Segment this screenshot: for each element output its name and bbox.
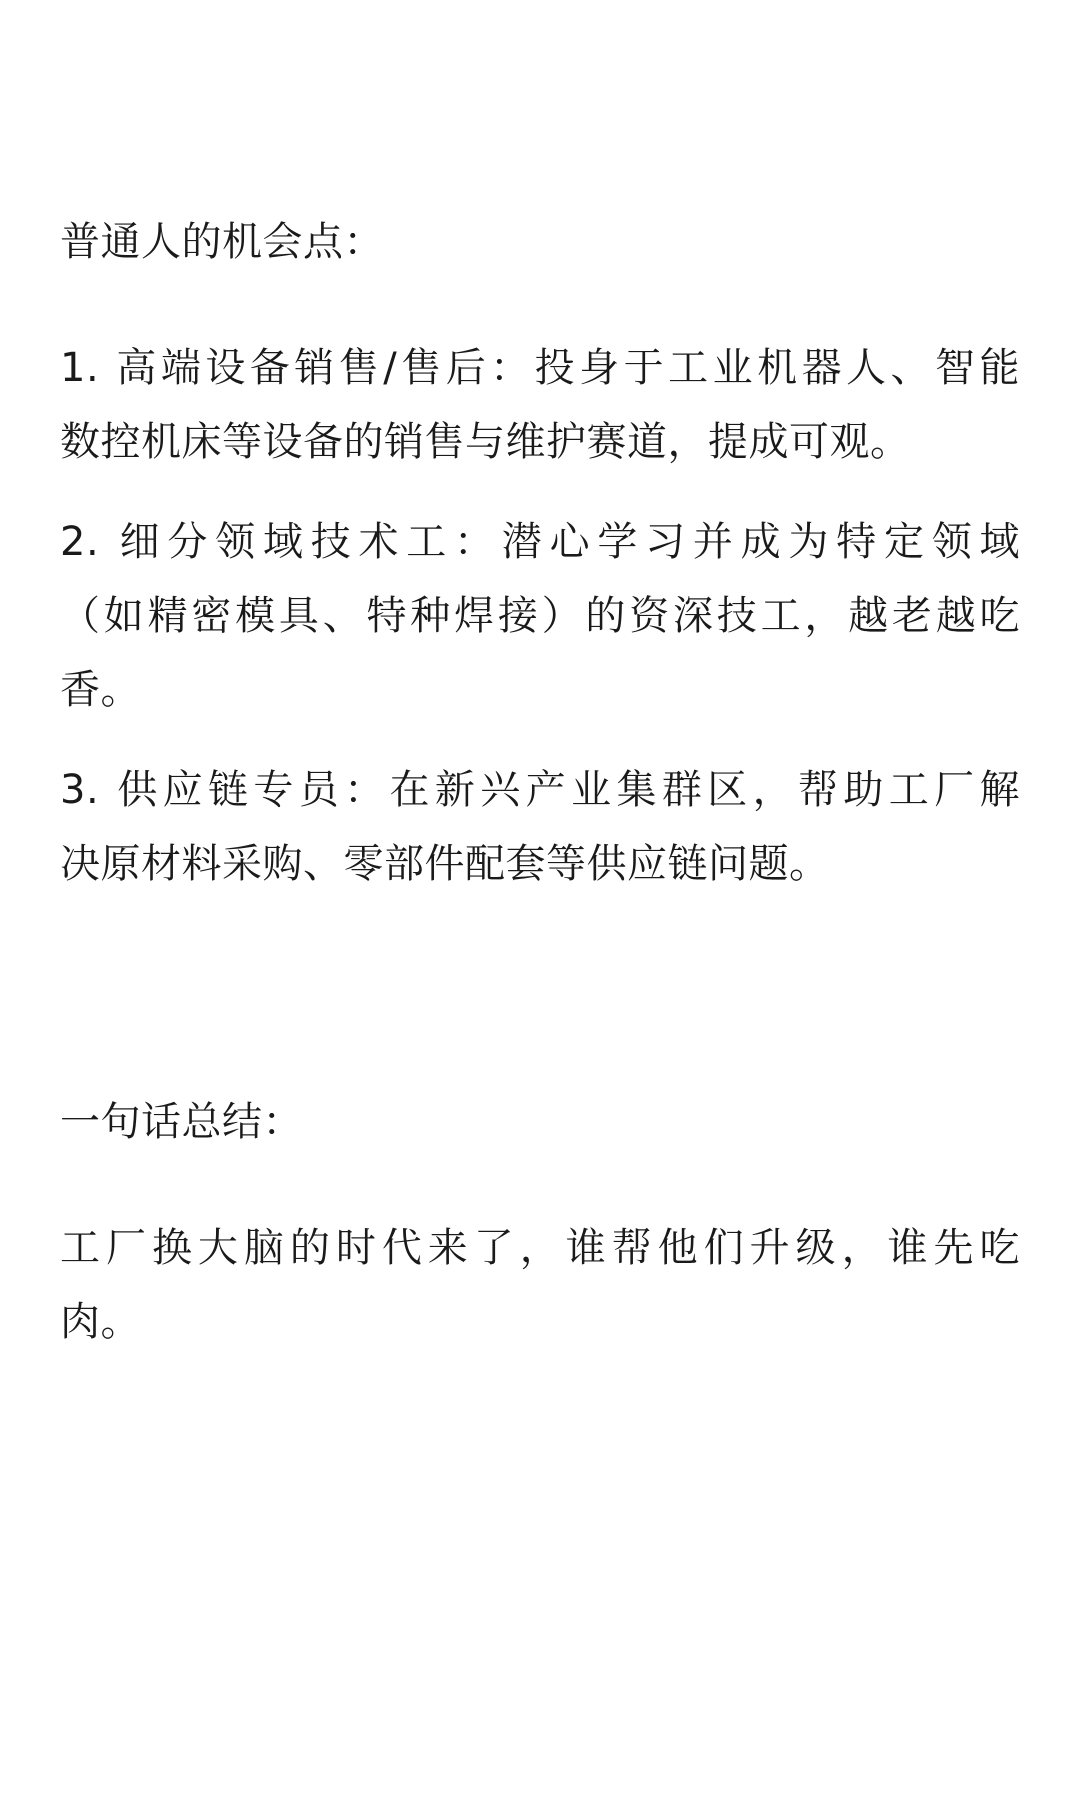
- item-2-line-1: 2. 细分领域技术工：潜心学习并成为特定领域: [60, 519, 1020, 565]
- item-2-line-2: （如精密模具、特种焊接）的资深技工，越老越吃: [60, 593, 1020, 639]
- item-3-line-1: 3. 供应链专员：在新兴产业集群区，帮助工厂解: [60, 767, 1020, 813]
- item-3-line-2: 决原材料采购、零部件配套等供应链问题。: [60, 841, 830, 887]
- item-2-line-3: 香。: [60, 667, 141, 713]
- summary-line-2: 肉。: [60, 1299, 141, 1345]
- summary-line-1: 工厂换大脑的时代来了，谁帮他们升级，谁先吃: [60, 1225, 1020, 1271]
- summary-heading: 一句话总结：: [60, 1099, 303, 1145]
- item-1-line-1: 1. 高端设备销售/售后：投身于工业机器人、智能: [60, 345, 1020, 391]
- item-1-line-2: 数控机床等设备的销售与维护赛道，提成可观。: [60, 419, 911, 465]
- opportunity-heading: 普通人的机会点：: [60, 219, 384, 265]
